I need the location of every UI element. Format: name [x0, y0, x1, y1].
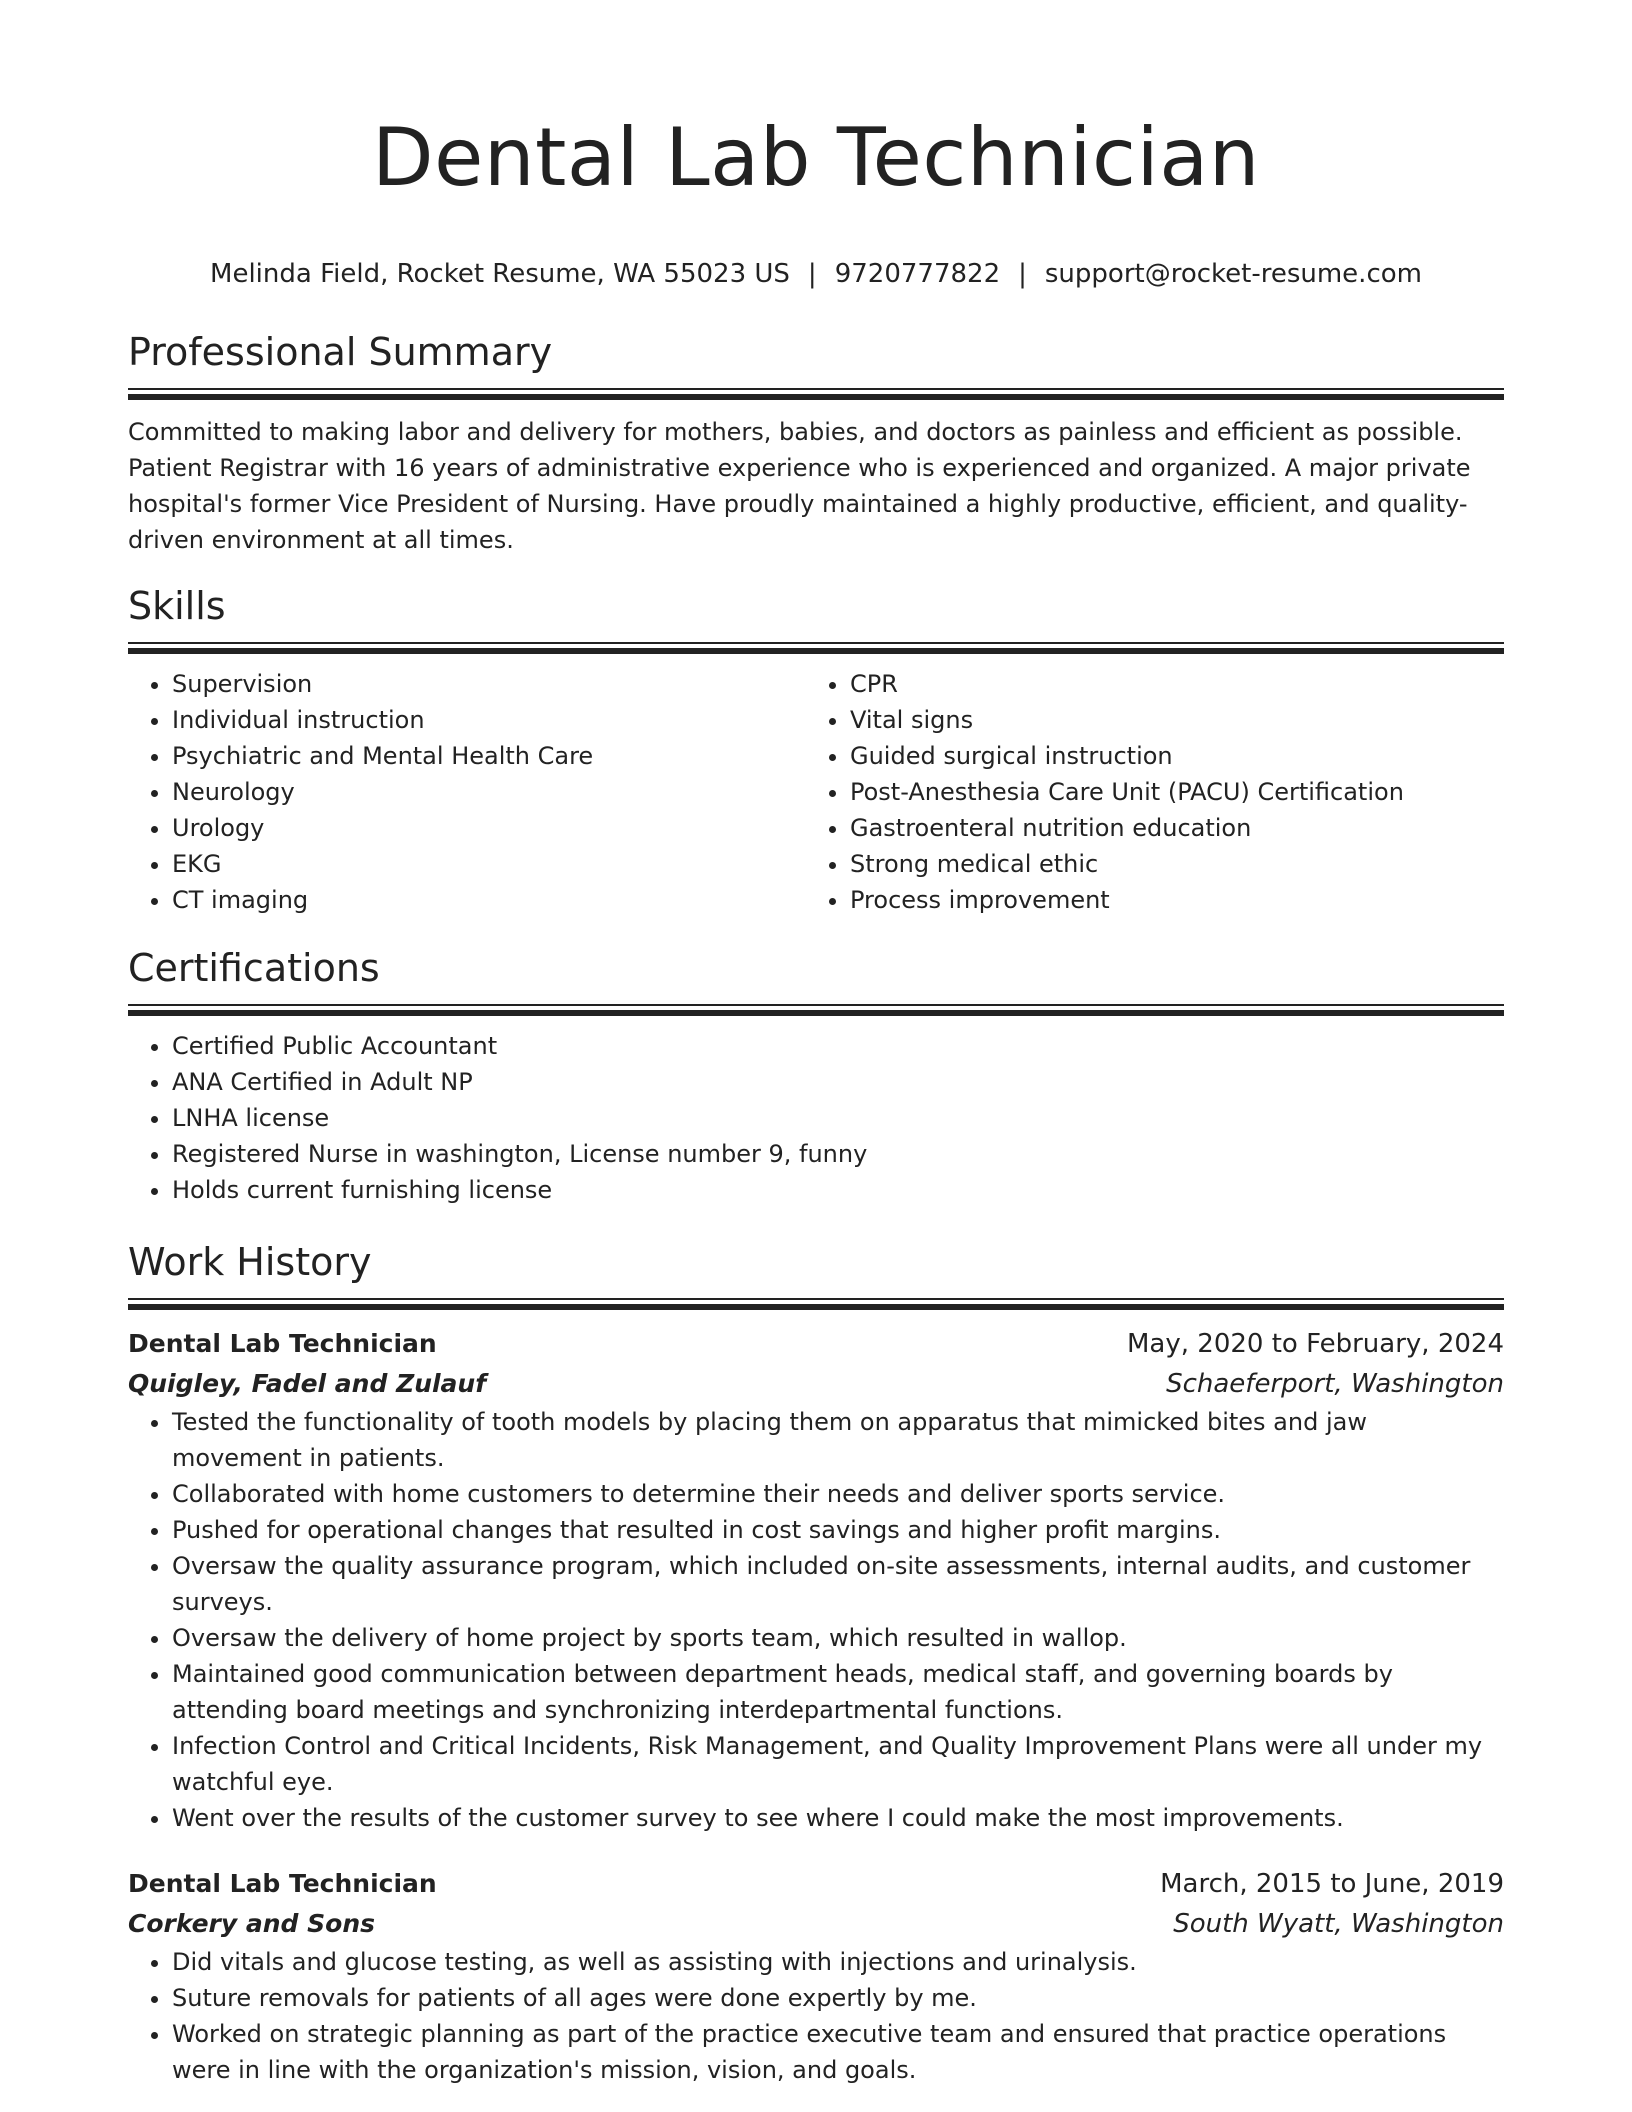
job-duty-item: • Suture removals for patients of all ages were done expertly by me. [172, 1980, 1504, 2016]
skills-section [128, 580, 1504, 918]
job-header-row [128, 1864, 1504, 1904]
skills-column-left [128, 666, 806, 918]
section-divider [128, 1004, 1504, 1016]
skill-item: • Supervision [172, 666, 806, 702]
job-duty-item: • Infection Control and Critical Incidents, Risk Management, and Quality Improvement Plans were all under my watchful eye. [172, 1728, 1504, 1800]
job-dates: March, 2015 to June, 2019 [1160, 1869, 1504, 1899]
certification-item: • LNHA license [172, 1100, 1504, 1136]
section-heading-skills: Skills [128, 584, 226, 628]
job-duty-item: • Oversaw the delivery of home project by sports team, which resulted in wallop. [172, 1620, 1504, 1656]
section-heading-summary: Professional Summary [128, 330, 553, 374]
job-entry [128, 1324, 1504, 1836]
skill-item: • Guided surgical instruction [850, 738, 1484, 774]
contact-separator: | [807, 259, 817, 289]
job-duty-item: • Worked on strategic planning as part of the practice executive team and ensured that practice operations were in line with the organization's mission, vision, and goals. [172, 2016, 1504, 2088]
skill-item: • Vital signs [850, 702, 1484, 738]
resume-page [128, 0, 1504, 2088]
contact-line [128, 256, 1504, 292]
job-dates: May, 2020 to February, 2024 [1127, 1329, 1504, 1359]
job-company-row [128, 1364, 1504, 1404]
skill-item: • Strong medical ethic [850, 846, 1484, 882]
summary-section [128, 326, 1504, 558]
skill-item: • Individual instruction [172, 702, 806, 738]
job-company: Quigley, Fadel and Zulauf [128, 1369, 487, 1398]
skill-item: • Urology [172, 810, 806, 846]
job-location: Schaeferport, Washington [1166, 1369, 1504, 1399]
certification-item: • ANA Certified in Adult NP [172, 1064, 1504, 1100]
contact-separator: | [1018, 259, 1027, 289]
certifications-section [128, 942, 1504, 1208]
skill-item: • Process improvement [850, 882, 1484, 918]
job-duty-item: • Went over the results of the customer survey to see where I could make the most improvements. [172, 1800, 1504, 1836]
certification-item: • Registered Nurse in washington, License number 9, funny [172, 1136, 1504, 1172]
job-company-row [128, 1904, 1504, 1944]
skill-item: • Neurology [172, 774, 806, 810]
job-title: Dental Lab Technician [128, 1329, 437, 1358]
contact-phone: 9720777822 [834, 259, 1001, 289]
job-company: Corkery and Sons [128, 1909, 375, 1938]
section-divider [128, 642, 1504, 654]
resume-title: Dental Lab Technician [372, 111, 1260, 204]
summary-text: Committed to making labor and delivery for mothers, babies, and doctors as painless and efficient as possible. Patient Registrar with 16 years of administrative experience who is experienced and organized. A major private hospital's former Vice President of Nursing. Have proudly maintained a highly productive, efficient, and quality-driven environment at all times. [128, 418, 1471, 554]
skills-column-right [806, 666, 1484, 918]
job-duty-item: • Did vitals and glucose testing, as well as assisting with injections and urinalysis. [172, 1944, 1504, 1980]
job-header-row [128, 1324, 1504, 1364]
contact-address: Melinda Field, Rocket Resume, WA 55023 US [210, 259, 790, 289]
job-title: Dental Lab Technician [128, 1869, 437, 1898]
job-location: South Wyatt, Washington [1173, 1909, 1504, 1939]
skill-item: • CT imaging [172, 882, 806, 918]
certification-item: • Certified Public Accountant [172, 1028, 1504, 1064]
job-duty-item: • Maintained good communication between department heads, medical staff, and governing boards by attending board meetings and synchronizing interdepartmental functions. [172, 1656, 1504, 1728]
skill-item: • Gastroenteral nutrition education [850, 810, 1484, 846]
job-duty-item: • Oversaw the quality assurance program, which included on-site assessments, internal audits, and customer surveys. [172, 1548, 1504, 1620]
job-duty-item: • Pushed for operational changes that resulted in cost savings and higher profit margins. [172, 1512, 1504, 1548]
skill-item: • EKG [172, 846, 806, 882]
work-history-section [128, 1236, 1504, 2088]
skill-item: • Post-Anesthesia Care Unit (PACU) Certification [850, 774, 1484, 810]
job-entry [128, 1864, 1504, 2088]
skill-item: • Psychiatric and Mental Health Care [172, 738, 806, 774]
section-heading-certifications: Certifications [128, 946, 380, 990]
section-divider [128, 388, 1504, 400]
skill-item: • CPR [850, 666, 1484, 702]
section-divider [128, 1298, 1504, 1310]
contact-email: support@rocket-resume.com [1044, 259, 1422, 289]
section-heading-work-history: Work History [128, 1240, 372, 1284]
job-duty-item: • Collaborated with home customers to determine their needs and deliver sports service. [172, 1476, 1504, 1512]
certification-item: • Holds current furnishing license [172, 1172, 1504, 1208]
skills-columns [128, 666, 1504, 918]
job-duty-item: • Tested the functionality of tooth models by placing them on apparatus that mimicked bites and jaw movement in patients. [172, 1404, 1504, 1476]
